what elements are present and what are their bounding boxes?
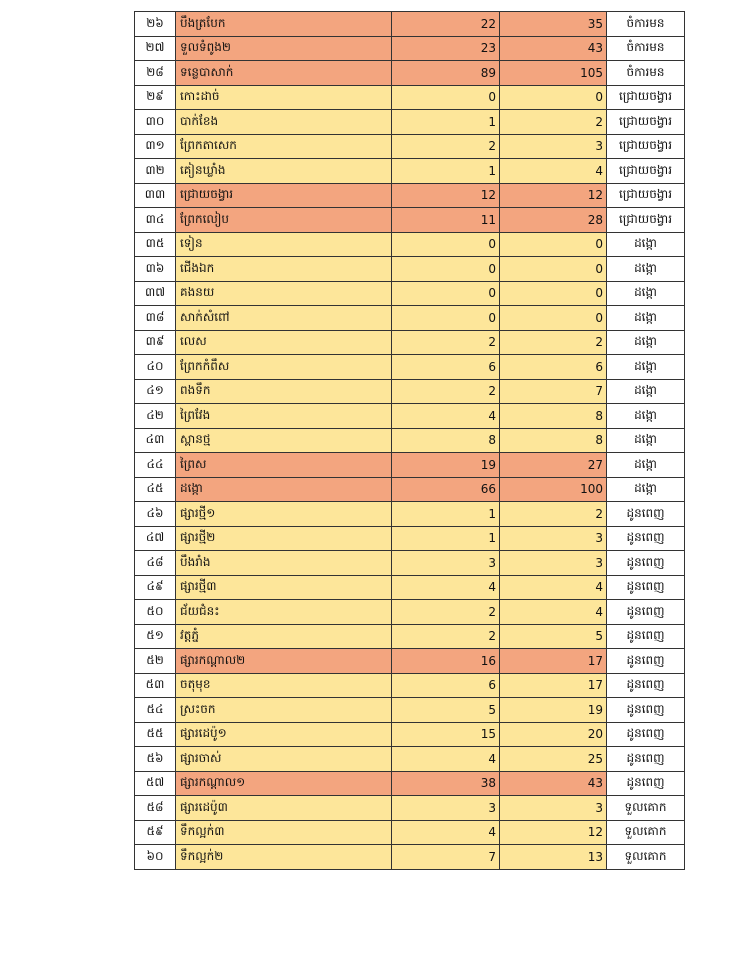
district-cell: ដូនពេញ	[607, 698, 685, 723]
value-1-cell: 89	[392, 61, 500, 86]
row-number-cell: ៤៤	[135, 453, 176, 478]
district-cell: ចំការមន	[607, 61, 685, 86]
district-cell: ដង្កោ	[607, 232, 685, 257]
value-1-cell: 38	[392, 771, 500, 796]
value-1-cell: 4	[392, 747, 500, 772]
value-2-cell: 27	[500, 453, 607, 478]
value-1-cell: 1	[392, 502, 500, 527]
row-number-cell: ២៩	[135, 85, 176, 110]
commune-name-cell: ចតុមុខ	[176, 673, 392, 698]
row-number-cell: ៣០	[135, 110, 176, 135]
row-number-cell: ៣៨	[135, 306, 176, 331]
row-number-cell: ៥២	[135, 649, 176, 674]
table-row	[135, 281, 685, 306]
table-row	[135, 820, 685, 845]
district-cell: ដង្កោ	[607, 281, 685, 306]
table-row	[135, 698, 685, 723]
value-1-cell: 2	[392, 134, 500, 159]
value-2-cell: 8	[500, 404, 607, 429]
value-1-cell: 8	[392, 428, 500, 453]
row-number-cell: ៤៩	[135, 575, 176, 600]
table-row	[135, 159, 685, 184]
district-cell: ដូនពេញ	[607, 551, 685, 576]
table-row	[135, 771, 685, 796]
district-cell: ដូនពេញ	[607, 502, 685, 527]
commune-name-cell: ទៀន	[176, 232, 392, 257]
commune-name-cell: ទឹកល្អក់២	[176, 845, 392, 870]
value-2-cell: 0	[500, 85, 607, 110]
commune-name-cell: ផ្សារដេប៉ូ៣	[176, 796, 392, 821]
value-1-cell: 0	[392, 85, 500, 110]
table-row	[135, 36, 685, 61]
commune-name-cell: ពងទឹក	[176, 379, 392, 404]
value-2-cell: 8	[500, 428, 607, 453]
value-1-cell: 3	[392, 796, 500, 821]
commune-name-cell: ជ្រោយចង្វារ	[176, 183, 392, 208]
row-number-cell: ៤២	[135, 404, 176, 429]
value-1-cell: 2	[392, 330, 500, 355]
table-row	[135, 306, 685, 331]
value-2-cell: 0	[500, 281, 607, 306]
district-cell: ជ្រោយចង្វារ	[607, 85, 685, 110]
value-2-cell: 4	[500, 600, 607, 625]
value-2-cell: 12	[500, 183, 607, 208]
table-row	[135, 208, 685, 233]
value-1-cell: 0	[392, 281, 500, 306]
district-cell: ដូនពេញ	[607, 575, 685, 600]
row-number-cell: ៣៥	[135, 232, 176, 257]
district-cell: ជ្រោយចង្វារ	[607, 110, 685, 135]
row-number-cell: ៤១	[135, 379, 176, 404]
value-2-cell: 7	[500, 379, 607, 404]
table-row	[135, 85, 685, 110]
value-1-cell: 4	[392, 820, 500, 845]
commune-name-cell: ស្រះចក	[176, 698, 392, 723]
commune-name-cell: ផ្សារថ្មី១	[176, 502, 392, 527]
row-number-cell: ៤៦	[135, 502, 176, 527]
district-cell: ដង្កោ	[607, 428, 685, 453]
value-2-cell: 43	[500, 36, 607, 61]
row-number-cell: ៥០	[135, 600, 176, 625]
row-number-cell: ៤០	[135, 355, 176, 380]
row-number-cell: ៦០	[135, 845, 176, 870]
commune-name-cell: ផ្សារកណ្តាល១	[176, 771, 392, 796]
value-2-cell: 20	[500, 722, 607, 747]
table-row	[135, 575, 685, 600]
value-2-cell: 105	[500, 61, 607, 86]
row-number-cell: ៥៧	[135, 771, 176, 796]
value-1-cell: 12	[392, 183, 500, 208]
commune-name-cell: បឹងរាំង	[176, 551, 392, 576]
commune-name-cell: ព្រែកកំពឹស	[176, 355, 392, 380]
table-row	[135, 453, 685, 478]
table-row	[135, 110, 685, 135]
table-row	[135, 551, 685, 576]
value-2-cell: 35	[500, 12, 607, 37]
commune-name-cell: វត្តភ្នំ	[176, 624, 392, 649]
value-2-cell: 6	[500, 355, 607, 380]
commune-name-cell: ផ្សារថ្មី២	[176, 526, 392, 551]
value-1-cell: 2	[392, 624, 500, 649]
district-cell: ជ្រោយចង្វារ	[607, 183, 685, 208]
table-row	[135, 796, 685, 821]
value-1-cell: 0	[392, 306, 500, 331]
table-row	[135, 624, 685, 649]
district-cell: ដង្កោ	[607, 306, 685, 331]
commune-name-cell: ដង្កោ	[176, 477, 392, 502]
row-number-cell: ៥៤	[135, 698, 176, 723]
value-2-cell: 19	[500, 698, 607, 723]
district-cell: ជ្រោយចង្វារ	[607, 208, 685, 233]
commune-name-cell: ជើងឯក	[176, 257, 392, 282]
commune-name-cell: ព្រែកតាសេក	[176, 134, 392, 159]
value-2-cell: 2	[500, 110, 607, 135]
commune-name-cell: ផ្សារកណ្តាល២	[176, 649, 392, 674]
value-2-cell: 13	[500, 845, 607, 870]
value-1-cell: 66	[392, 477, 500, 502]
row-number-cell: ៣១	[135, 134, 176, 159]
district-cell: ដង្កោ	[607, 453, 685, 478]
table-row	[135, 845, 685, 870]
value-1-cell: 16	[392, 649, 500, 674]
district-cell: ចំការមន	[607, 12, 685, 37]
row-number-cell: ៤៥	[135, 477, 176, 502]
commune-name-cell: ព្រៃវែង	[176, 404, 392, 429]
commune-name-cell: ផ្សារចាស់	[176, 747, 392, 772]
district-cell: ដូនពេញ	[607, 673, 685, 698]
district-cell: ដូនពេញ	[607, 722, 685, 747]
value-1-cell: 7	[392, 845, 500, 870]
value-2-cell: 3	[500, 796, 607, 821]
value-1-cell: 19	[392, 453, 500, 478]
value-2-cell: 5	[500, 624, 607, 649]
table-row	[135, 61, 685, 86]
district-cell: ដូនពេញ	[607, 600, 685, 625]
table-row	[135, 232, 685, 257]
row-number-cell: ៥៣	[135, 673, 176, 698]
row-number-cell: ២៨	[135, 61, 176, 86]
value-2-cell: 0	[500, 306, 607, 331]
district-cell: ចំការមន	[607, 36, 685, 61]
value-1-cell: 2	[392, 600, 500, 625]
table-row	[135, 600, 685, 625]
row-number-cell: ៤៧	[135, 526, 176, 551]
district-cell: ដង្កោ	[607, 379, 685, 404]
commune-name-cell: លេស	[176, 330, 392, 355]
value-1-cell: 4	[392, 575, 500, 600]
table-row	[135, 183, 685, 208]
district-cell: ដង្កោ	[607, 477, 685, 502]
table-row	[135, 673, 685, 698]
district-cell: ទួលគោក	[607, 845, 685, 870]
value-2-cell: 4	[500, 575, 607, 600]
table-row	[135, 379, 685, 404]
row-number-cell: ៣២	[135, 159, 176, 184]
commune-name-cell: ព្រែកលៀប	[176, 208, 392, 233]
row-number-cell: ៥៨	[135, 796, 176, 821]
row-number-cell: ៤៨	[135, 551, 176, 576]
value-1-cell: 22	[392, 12, 500, 37]
value-2-cell: 12	[500, 820, 607, 845]
district-cell: ដូនពេញ	[607, 649, 685, 674]
value-1-cell: 15	[392, 722, 500, 747]
commune-name-cell: ទន្លេបាសាក់	[176, 61, 392, 86]
row-number-cell: ៣៤	[135, 208, 176, 233]
table-row	[135, 502, 685, 527]
commune-name-cell: គងនយ	[176, 281, 392, 306]
commune-name-cell: គៀនឃ្លាំង	[176, 159, 392, 184]
district-cell: ដង្កោ	[607, 257, 685, 282]
table-row	[135, 330, 685, 355]
value-1-cell: 11	[392, 208, 500, 233]
value-2-cell: 2	[500, 330, 607, 355]
table-row	[135, 134, 685, 159]
district-cell: ដូនពេញ	[607, 747, 685, 772]
value-1-cell: 1	[392, 110, 500, 135]
value-1-cell: 2	[392, 379, 500, 404]
district-cell: ជ្រោយចង្វារ	[607, 134, 685, 159]
table-row	[135, 477, 685, 502]
row-number-cell: ២៦	[135, 12, 176, 37]
value-1-cell: 5	[392, 698, 500, 723]
district-cell: ទួលគោក	[607, 796, 685, 821]
district-cell: ជ្រោយចង្វារ	[607, 159, 685, 184]
district-cell: ដង្កោ	[607, 404, 685, 429]
table-row	[135, 649, 685, 674]
value-1-cell: 1	[392, 526, 500, 551]
value-2-cell: 2	[500, 502, 607, 527]
value-2-cell: 0	[500, 257, 607, 282]
value-1-cell: 0	[392, 257, 500, 282]
district-cell: ទួលគោក	[607, 820, 685, 845]
commune-name-cell: ផ្សារដេប៉ូ១	[176, 722, 392, 747]
value-2-cell: 3	[500, 134, 607, 159]
value-1-cell: 0	[392, 232, 500, 257]
value-2-cell: 3	[500, 526, 607, 551]
value-2-cell: 0	[500, 232, 607, 257]
row-number-cell: ២៧	[135, 36, 176, 61]
table-row	[135, 526, 685, 551]
row-number-cell: ៣៦	[135, 257, 176, 282]
commune-name-cell: បឹងត្របែក	[176, 12, 392, 37]
commune-name-cell: កោះដាច់	[176, 85, 392, 110]
value-1-cell: 6	[392, 355, 500, 380]
table-row	[135, 428, 685, 453]
district-cell: ដូនពេញ	[607, 771, 685, 796]
value-1-cell: 1	[392, 159, 500, 184]
row-number-cell: ៥៩	[135, 820, 176, 845]
row-number-cell: ៣៧	[135, 281, 176, 306]
row-number-cell: ៥៥	[135, 722, 176, 747]
row-number-cell: ៣៩	[135, 330, 176, 355]
commune-name-cell: ស្ពានថ្ម	[176, 428, 392, 453]
commune-name-cell: ទួលទំពូង២	[176, 36, 392, 61]
row-number-cell: ៤៣	[135, 428, 176, 453]
table-row	[135, 257, 685, 282]
value-2-cell: 17	[500, 649, 607, 674]
value-2-cell: 25	[500, 747, 607, 772]
row-number-cell: ៥៦	[135, 747, 176, 772]
value-2-cell: 3	[500, 551, 607, 576]
district-cell: ដូនពេញ	[607, 624, 685, 649]
value-1-cell: 6	[392, 673, 500, 698]
value-1-cell: 3	[392, 551, 500, 576]
commune-name-cell: ព្រៃស	[176, 453, 392, 478]
value-2-cell: 4	[500, 159, 607, 184]
commune-name-cell: ទឹកល្អក់៣	[176, 820, 392, 845]
table-row	[135, 12, 685, 37]
district-cell: ដង្កោ	[607, 355, 685, 380]
table-row	[135, 747, 685, 772]
value-2-cell: 17	[500, 673, 607, 698]
row-number-cell: ៥១	[135, 624, 176, 649]
commune-name-cell: ផ្សារថ្មី៣	[176, 575, 392, 600]
table-row	[135, 355, 685, 380]
commune-name-cell: បាក់ខែង	[176, 110, 392, 135]
table-row	[135, 722, 685, 747]
value-2-cell: 100	[500, 477, 607, 502]
commune-name-cell: ជ័យជំនះ	[176, 600, 392, 625]
district-cell: ដូនពេញ	[607, 526, 685, 551]
data-table	[134, 11, 685, 870]
value-1-cell: 23	[392, 36, 500, 61]
value-2-cell: 43	[500, 771, 607, 796]
table-body	[135, 12, 685, 870]
table-row	[135, 404, 685, 429]
district-cell: ដង្កោ	[607, 330, 685, 355]
row-number-cell: ៣៣	[135, 183, 176, 208]
value-1-cell: 4	[392, 404, 500, 429]
commune-name-cell: សាក់សំពៅ	[176, 306, 392, 331]
value-2-cell: 28	[500, 208, 607, 233]
